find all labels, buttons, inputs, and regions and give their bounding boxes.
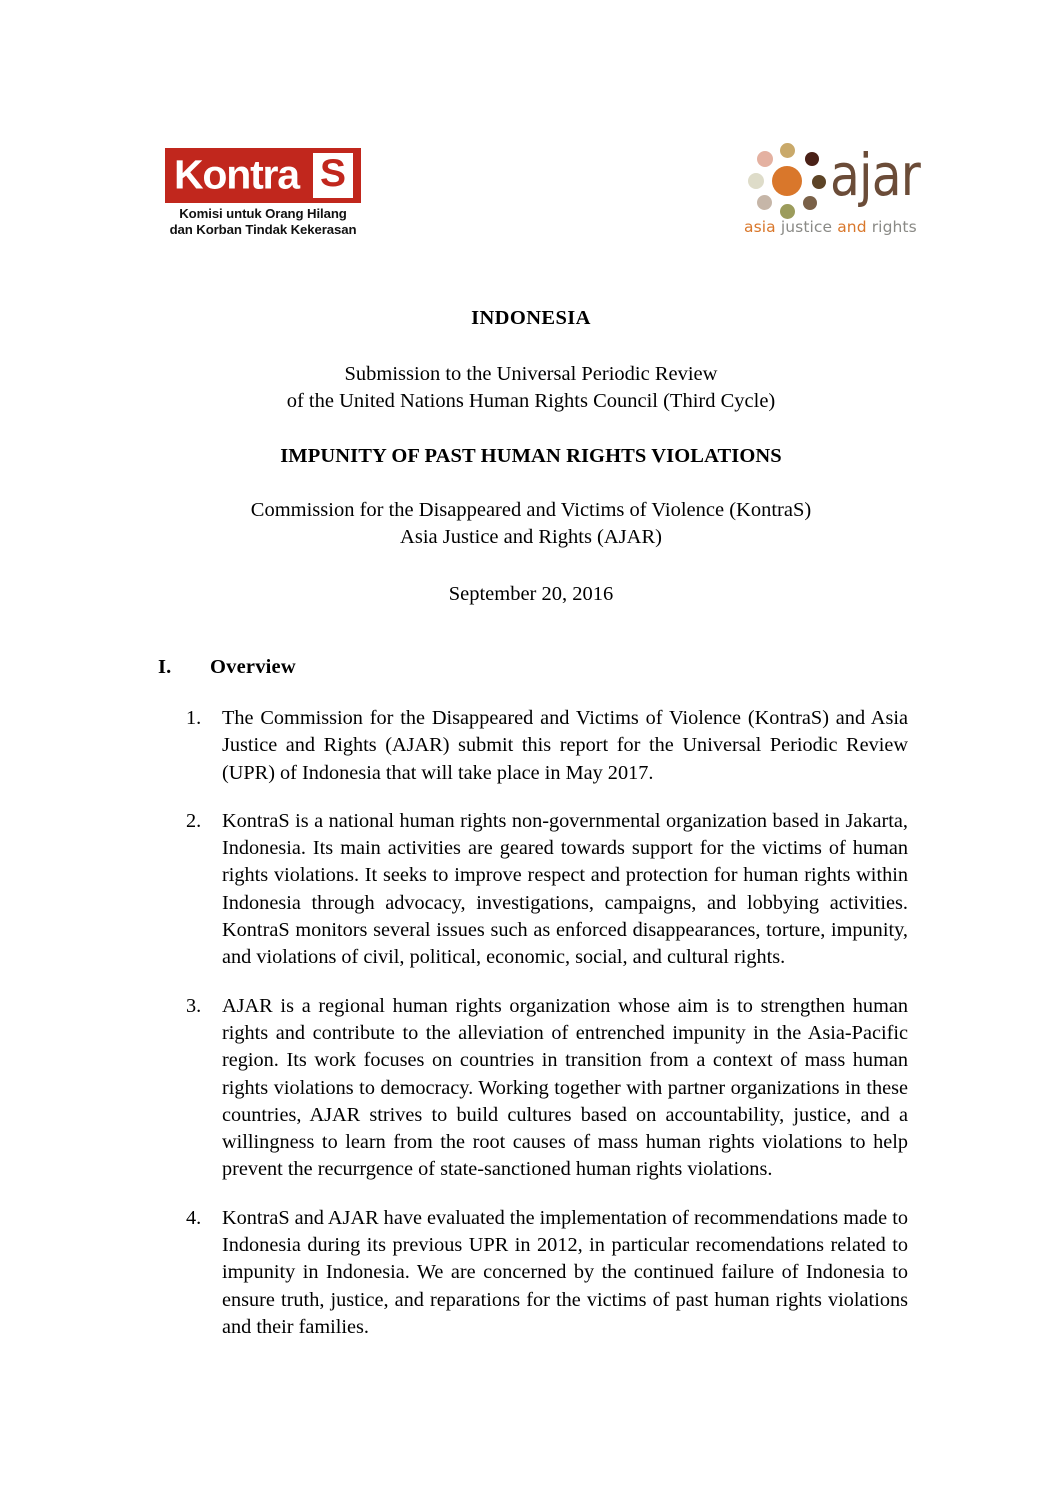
kontras-s-box <box>313 153 353 198</box>
ajar-logo-top <box>742 140 920 224</box>
organization-line1: Commission for the Disappeared and Victims of Violence (KontraS) <box>250 499 812 522</box>
paragraph-marker: 1. <box>186 707 202 729</box>
sun-icon <box>748 142 826 220</box>
paragraph-text: AJAR is a regional human rights organization whose aim is to strengthen human rights and contribute to the alleviation of entrenched impunity in the Asia-Pacific region. Its work focuses on countries in transition from a context of mass human rights violations to democracy. Working together with partner organizations in these countries, AJAR strives to build cultures based on accountability, justice, and a willingness to learn from the root causes of mass human rights violations to help prevent the recurrgence of state-sanctioned human rights violations. <box>222 994 908 1181</box>
ajar-wordmark: ajar <box>830 141 920 209</box>
submission-date: September 20, 2016 <box>448 583 614 606</box>
ajar-tagline-part-and: and <box>837 218 872 236</box>
list-item <box>186 705 908 787</box>
sun-ray-dot-w <box>748 173 764 189</box>
section-numeral: I. <box>158 656 172 678</box>
ajar-tagline-part-rights: rights <box>871 218 917 236</box>
paragraph-text: KontraS and AJAR have evaluated the implementation of recommendations made to Indonesia during its previous UPR in 2012, in particular recomendations related to impunity in Indonesia. We are concerned by the continued failure of Indonesia to ensure truth, justice, and reparations for the victims of past human rights violations and their families. <box>222 1206 908 1338</box>
organization-line2: Asia Justice and Rights (AJAR) <box>400 526 662 549</box>
paragraph-marker: 2. <box>186 809 202 832</box>
sun-ray-dot-nw <box>757 151 773 167</box>
ajar-logo <box>742 140 920 236</box>
submitting-organizations <box>131 497 931 551</box>
paragraph-text: The Commission for the Disappeared and Victims of Violence (KontraS) and Asia Justice and Rights (AJAR) submit this report for the Universal Periodic Review (UPR) of Indonesia that will take place in May 2017. <box>222 707 908 784</box>
submission-subtitle <box>131 361 931 415</box>
kontras-tagline-line1: Komisi untuk Orang Hilang <box>179 206 347 221</box>
kontras-s-letter: S <box>319 152 346 195</box>
list-item <box>186 808 908 972</box>
list-item <box>186 993 908 1184</box>
paragraph-marker: 3. <box>186 994 202 1017</box>
paragraph-marker: 4. <box>186 1206 202 1229</box>
sun-ray-dot-ne <box>805 152 819 166</box>
kontras-tagline-line2: dan Korban Tindak Kekerasan <box>169 221 357 237</box>
sun-ray-dot-e <box>812 175 826 189</box>
section-heading-label: Overview <box>210 656 296 678</box>
list-item <box>186 1205 908 1341</box>
section-heading-overview <box>158 656 296 679</box>
page-title-country: INDONESIA <box>471 307 591 329</box>
submission-subtitle-line1: Submission to the Universal Periodic Review <box>344 362 718 385</box>
sun-center-dot <box>772 166 802 196</box>
kontras-tagline <box>165 206 361 237</box>
title-block <box>131 306 931 608</box>
overview-paragraph-list <box>186 705 908 1341</box>
sun-ray-dot-s <box>780 204 795 219</box>
ajar-tagline-part-justice: justice <box>780 218 838 236</box>
kontras-logo <box>165 148 361 237</box>
page-title-main: IMPUNITY OF PAST HUMAN RIGHTS VIOLATIONS <box>280 444 782 467</box>
ajar-tagline <box>744 218 917 236</box>
submission-subtitle-line2: of the United Nations Human Rights Council (Third Cycle) <box>286 389 776 412</box>
ajar-tagline-part-asia: asia <box>744 218 781 236</box>
logo-row <box>0 140 1062 250</box>
sun-ray-dot-se <box>803 196 817 210</box>
sun-ray-dot-n <box>780 143 795 158</box>
paragraph-text: KontraS is a national human rights non-governmental organization based in Jakarta, Indonesia. Its main activities are geared towards support for the victims of human rights violations. It seeks to improve respect and protection for human rights within Indonesia through advocacy, investigations, campaigns, and lobbying activities. KontraS monitors several issues such as enforced disappearances, torture, impunity, and violations of civil, political, economic, social, and cultural rights. <box>222 809 908 969</box>
sun-ray-dot-sw <box>757 195 772 210</box>
kontras-wordmark: Kontra <box>174 151 299 198</box>
kontras-logo-mark <box>165 148 361 203</box>
